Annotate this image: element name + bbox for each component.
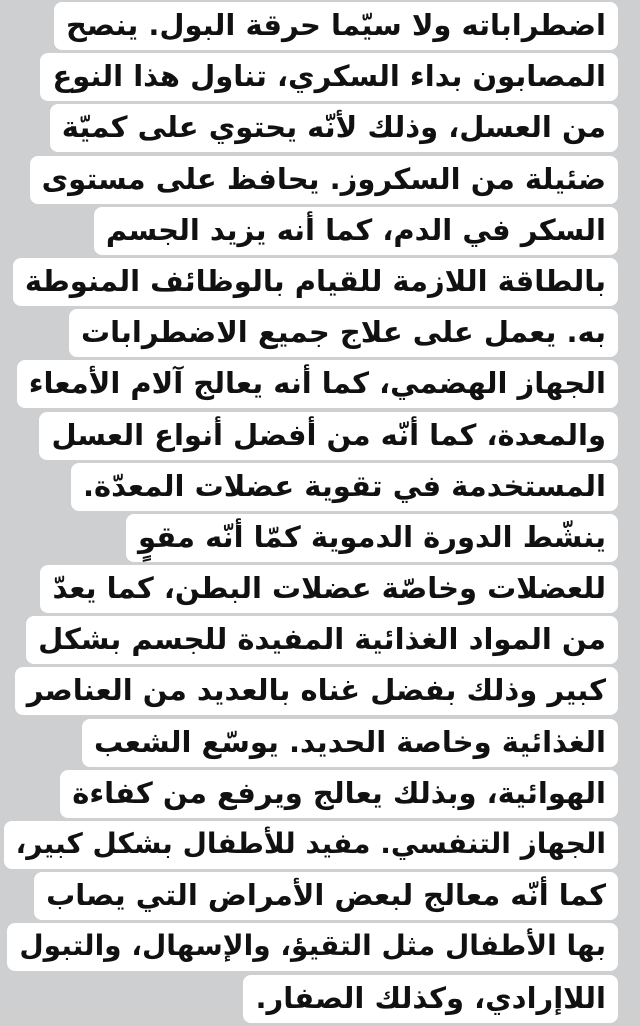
text-line-10: المستخدمة في تقوية عضلات المعدّة. <box>71 463 618 511</box>
text-line-7: به. يعمل على علاج جميع الاضطرابات <box>69 309 618 357</box>
text-line-18: كما أنّه معالج لبعض الأمراض التي يصاب <box>34 872 618 920</box>
text-line-5: السكر في الدم، كما أنه يزيد الجسم <box>94 207 618 255</box>
text-line-16: الهوائية، وبذلك يعالج ويرفع من كفاءة <box>60 770 618 818</box>
text-line-17: الجهاز التنفسي. مفيد للأطفال بشكل كبير، <box>4 821 618 869</box>
text-line-4: ضئيلة من السكروز. يحافظ على مستوى <box>30 156 618 204</box>
text-line-13: من المواد الغذائية المفيدة للجسم بشكل <box>26 616 618 664</box>
text-line-1: اضطراباته ولا سيّما حرقة البول. ينصح <box>54 2 618 50</box>
text-line-9: والمعدة، كما أنّه من أفضل أنواع العسل <box>39 412 618 460</box>
text-line-8: الجهاز الهضمي، كما أنه يعالج آلام الأمعاء <box>17 360 618 408</box>
text-line-20: اللاإرادي، وكذلك الصفار. <box>243 975 618 1023</box>
text-line-3: من العسل، وذلك لأنّه يحتوي على كميّة <box>50 104 618 152</box>
text-line-6: بالطاقة اللازمة للقيام بالوظائف المنوطة <box>13 258 618 306</box>
text-line-14: كبير وذلك بفضل غناه بالعديد من العناصر <box>15 667 618 715</box>
text-line-15: الغذائية وخاصة الحديد. يوسّع الشعب <box>82 719 618 767</box>
text-line-2: المصابون بداء السكري، تناول هذا النوع <box>40 53 618 101</box>
text-line-12: للعضلات وخاصّة عضلات البطن، كما يعدّ <box>40 565 618 613</box>
text-line-19: بها الأطفال مثل التقيؤ، والإسهال، والتبول <box>7 923 618 971</box>
story-text-block <box>0 2 618 1026</box>
text-line-11: ينشّط الدورة الدموية كمّا أنّه مقوٍ <box>126 514 618 562</box>
